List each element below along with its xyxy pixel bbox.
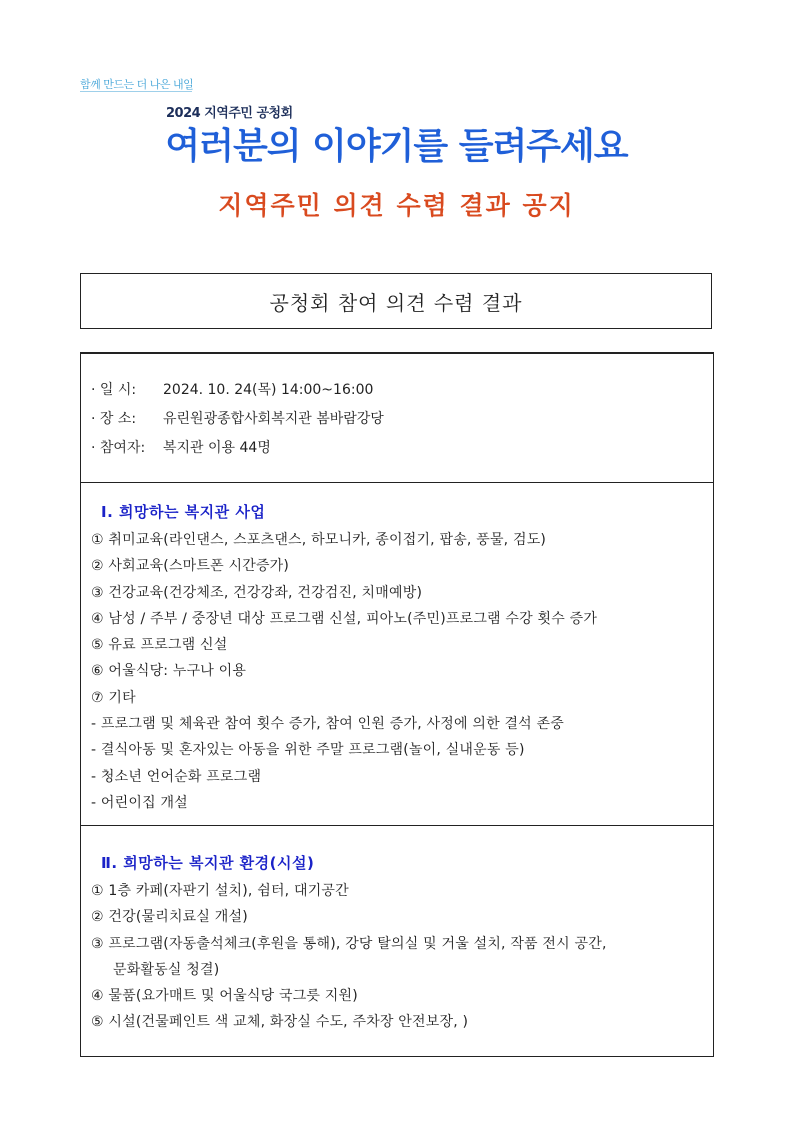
list-item: ③ 건강교육(건강체조, 건강강좌, 건강검진, 치매예방)	[91, 584, 423, 601]
list-item: - 어린이집 개설	[91, 794, 188, 811]
content-box	[80, 352, 714, 1057]
section-title: Ⅰ. 희망하는 복지관 사업	[101, 503, 266, 521]
result-title: 공청회 참여 의견 수렴 결과	[269, 290, 523, 315]
list-item: ⑦ 기타	[91, 689, 136, 706]
section-desired-facilities	[81, 826, 713, 1055]
list-item: ⑤ 유료 프로그램 신설	[91, 637, 228, 654]
list-item: ② 건강(물리치료실 개설)	[91, 909, 248, 926]
info-value: 복지관 이용 44명	[163, 440, 271, 456]
info-row-place	[91, 405, 713, 434]
info-value: 2024. 10. 24(목) 14:00~16:00	[163, 382, 374, 398]
list-item: ① 1층 카페(자판기 설치), 쉼터, 대기공간	[91, 883, 349, 899]
list-item: ④ 물품(요가매트 및 어울식당 국그릇 지원)	[91, 988, 358, 1005]
subheadline: 지역주민 의견 수렴 결과 공지	[218, 191, 575, 220]
list-item: ③ 프로그램(자동출석체크(후원을 통해), 강당 탈의실 및 거울 설치, 작품 전시 공간,	[91, 935, 607, 952]
event-title: 2024 지역주민 공청회	[166, 106, 293, 121]
list-item: - 청소년 언어순화 프로그램	[91, 768, 262, 785]
event-info-section	[81, 354, 713, 483]
result-title-box	[80, 273, 712, 329]
info-label: · 장 소:	[91, 411, 137, 427]
list-item: ① 취미교육(라인댄스, 스포츠댄스, 하모니카, 종이접기, 팝송, 풍물, 검도)	[91, 532, 547, 548]
info-row-participants	[91, 434, 713, 463]
info-value: 유린원광종합사회복지관 봄바람강당	[163, 411, 384, 427]
tagline-underline	[80, 91, 192, 92]
list-item: ⑤ 시설(건물페인트 색 교체, 화장실 수도, 주차장 안전보장, )	[91, 1014, 469, 1031]
info-label: · 참여자:	[91, 440, 146, 456]
list-item: - 프로그램 및 체육관 참여 횟수 증가, 참여 인원 증가, 사정에 의한 결석 존중	[91, 716, 564, 733]
section-desired-programs	[81, 483, 713, 826]
list-item: ⑥ 어울식당: 누구나 이용	[91, 663, 247, 680]
list-item: ② 사회교육(스마트폰 시간증가)	[91, 558, 290, 575]
info-label: · 일 시:	[91, 382, 137, 398]
tagline: 함께 만드는 더 나은 내일	[80, 78, 194, 91]
list-item: ④ 남성 / 주부 / 중장년 대상 프로그램 신설, 피아노(주민)프로그램 수강 횟수 증가	[91, 610, 598, 627]
list-item: - 결식아동 및 혼자있는 아동을 위한 주말 프로그램(놀이, 실내운동 등)	[91, 742, 525, 759]
info-row-date	[91, 376, 713, 405]
section-title: Ⅱ. 희망하는 복지관 환경(시설)	[101, 854, 315, 872]
list-item-continuation: 문화활동실 청결)	[113, 961, 220, 978]
headline: 여러분의 이야기를 들려주세요	[165, 126, 628, 167]
